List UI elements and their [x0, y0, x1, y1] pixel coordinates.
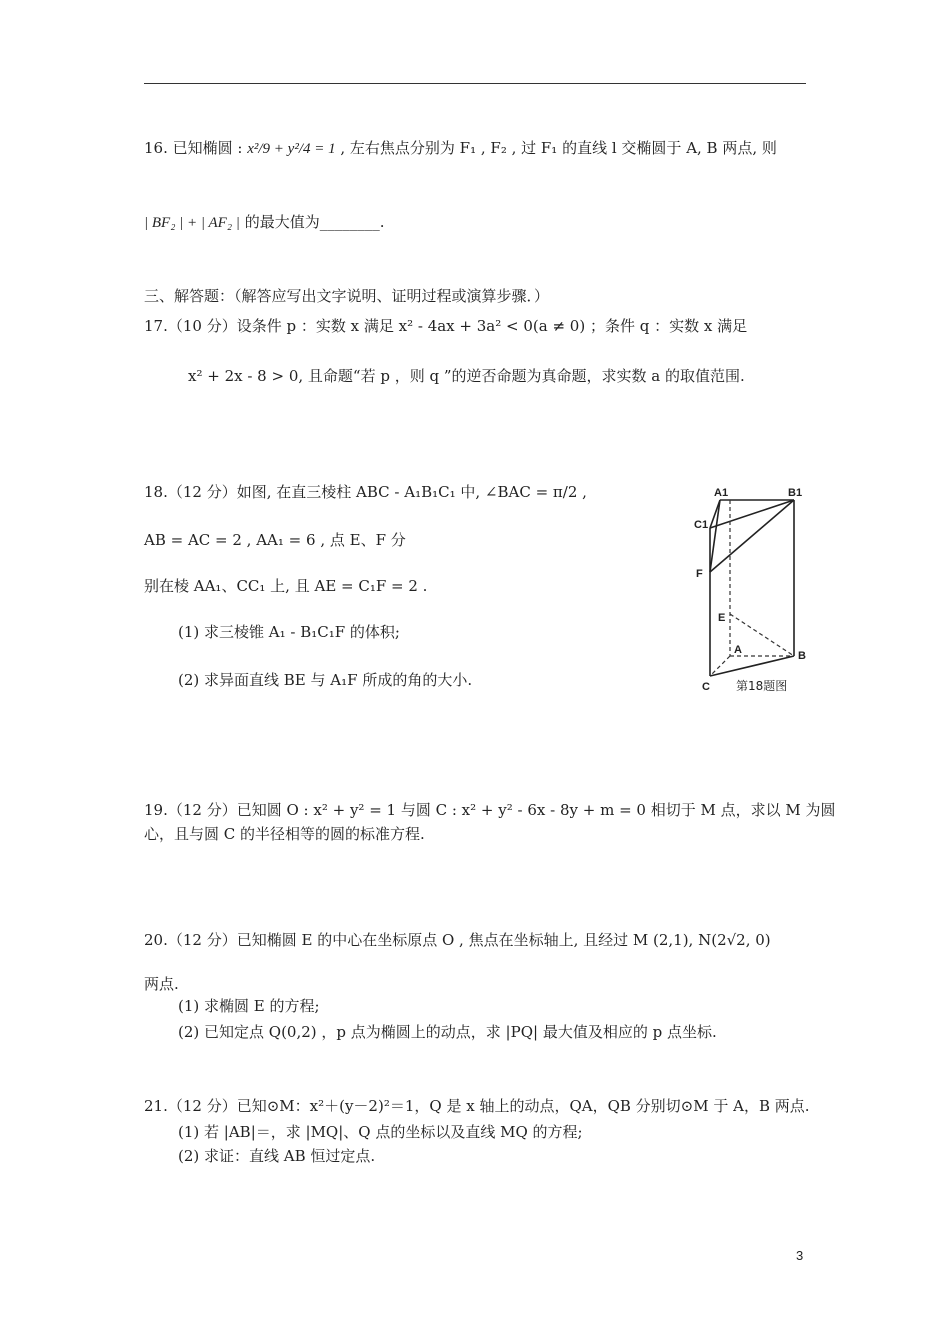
label-B1: B1 — [788, 487, 803, 499]
label-E: E — [718, 612, 726, 624]
label-F: F — [696, 568, 703, 580]
q20-part2: (2) 已知定点 Q(0,2) ，p 点为椭圆上的动点，求 |PQ| 最大值及相应的 p 点坐标. — [178, 1023, 717, 1041]
header-rule — [144, 83, 806, 84]
q16-text1: , 左右焦点分别为 F₁ , F₂ , 过 F₁ 的直线 l 交椭圆于 A, B 两点, 则 — [335, 139, 777, 157]
q20-line1: 20.（12 分）已知椭圆 E 的中心在坐标原点 O , 焦点在坐标轴上, 且经过 M (2,1), N(2√2, 0) — [144, 931, 771, 949]
q16-lead: 16. 已知椭圆 : — [144, 139, 248, 157]
page-number: 3 — [796, 1248, 804, 1263]
q16-equation: x²/9 + y²/4 = 1 — [247, 141, 336, 157]
q18-line3: 别在棱 AA₁、CC₁ 上, 且 AE = C₁F = 2 . — [144, 577, 428, 595]
q16-text2: 的最大值为________. — [239, 213, 385, 231]
q18-line1: 18.（12 分）如图, 在直三棱柱 ABC - A₁B₁C₁ 中, ∠BAC = π/2 , — [144, 483, 587, 501]
q20-line2: 两点. — [144, 975, 179, 993]
q18-line2: AB = AC = 2 , AA₁ = 6 , 点 E、F 分 — [144, 531, 406, 549]
q19-line1: 19.（12 分）已知圆 O : x² + y² = 1 与圆 C : x² + y² - 6x - 8y + m = 0 相切于 M 点，求以 M 为圆 — [144, 801, 836, 819]
label-B: B — [798, 650, 806, 662]
label-C1: C1 — [694, 519, 709, 531]
label-A: A — [734, 644, 742, 656]
section-3-title: 三、解答题：（解答应写出文字说明、证明过程或演算步骤．） — [144, 287, 550, 305]
label-C: C — [702, 681, 710, 693]
q18-part1: (1) 求三棱锥 A₁ - B₁C₁F 的体积; — [178, 623, 400, 641]
q16-line2 — [144, 212, 384, 233]
q21-part1: (1) 若 |AB|＝，求 |MQ|、Q 点的坐标以及直线 MQ 的方程; — [178, 1123, 583, 1141]
q17-line2: x² + 2x - 8 > 0, 且命题“若 p ，则 q ”的逆否命题为真命题，求实数 a 的取值范围. — [188, 367, 745, 385]
label-A1: A1 — [714, 487, 729, 499]
q21-part2: (2) 求证：直线 AB 恒过定点. — [178, 1147, 376, 1165]
q19-line2: 心，且与圆 C 的半径相等的圆的标准方程. — [144, 825, 425, 843]
q17-line1: 17.（10 分）设条件 p ：实数 x 满足 x² - 4ax + 3a² < 0(a ≠ 0) ；条件 q ：实数 x 满足 — [144, 317, 748, 335]
q16-expression: | BF₂ | + | AF₂ | — [144, 215, 240, 231]
q18-part2: (2) 求异面直线 BE 与 A₁F 所成的角的大小. — [178, 671, 473, 689]
q21-line1: 21.（12 分）已知⊙M：x²＋(y－2)²＝1，Q 是 x 轴上的动点，QA，QB 分别切⊙M 于 A，B 两点. — [144, 1097, 810, 1115]
figure-caption: 第18题图 — [736, 679, 788, 693]
prism-figure — [690, 484, 825, 696]
q16-line1 — [144, 138, 777, 159]
q20-part1: (1) 求椭圆 E 的方程; — [178, 997, 320, 1015]
